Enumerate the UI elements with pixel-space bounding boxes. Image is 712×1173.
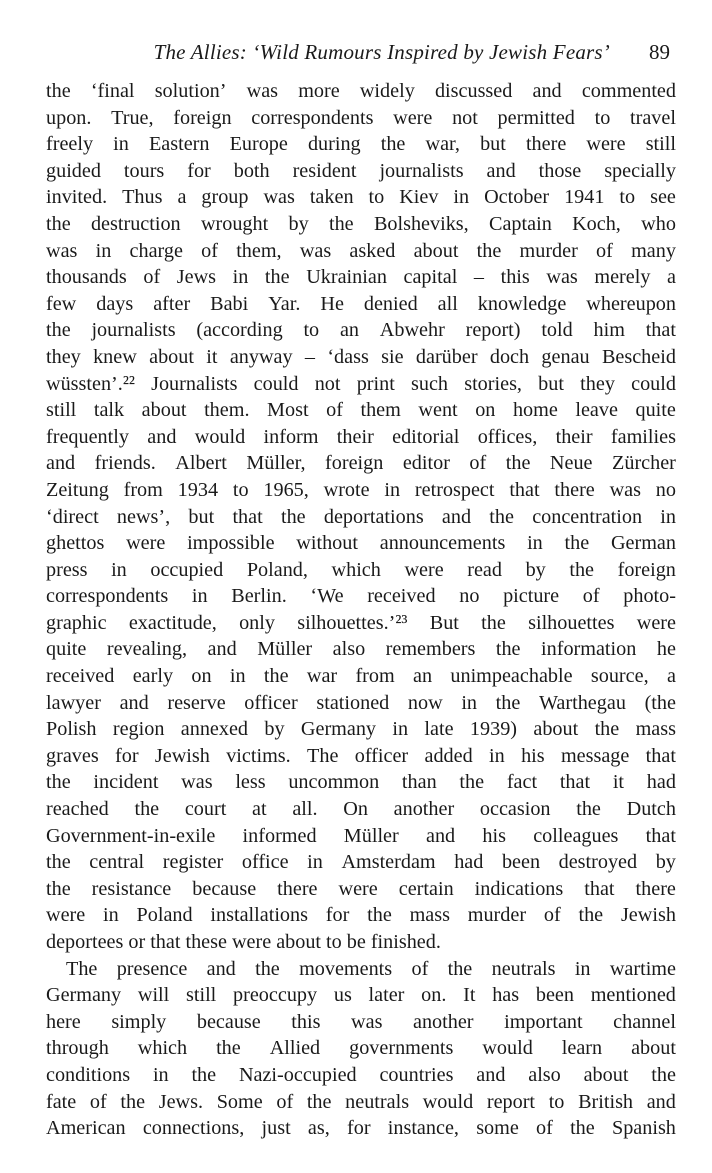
text-line: Polish region annexed by Germany in late 1939) about the mass — [46, 718, 676, 741]
text-line: the incident was less uncommon than the fact that it had — [46, 771, 676, 794]
text-line: fate of the Jews. Some of the neutrals would report to British and — [46, 1090, 676, 1113]
text-line: wüssten’.²² Journalists could not print such stories, but they could — [46, 372, 676, 395]
text-line: the ‘final solution’ was more widely discussed and commented — [46, 80, 676, 102]
text-line: press in occupied Poland, which were read by the foreign — [46, 558, 676, 581]
running-head-title: The Allies: ‘Wild Rumours Inspired by Jewish Fears’ — [153, 40, 610, 64]
text-line: freely in Eastern Europe during the war, but there were still — [46, 133, 676, 156]
text-line: here simply because this was another important channel — [46, 1010, 676, 1033]
text-line: Germany will still preoccupy us later on. It has been mentioned — [46, 984, 676, 1007]
text-line: the destruction wrought by the Bolsheviks, Captain Koch, who — [46, 212, 676, 235]
page-number: 89 — [649, 40, 670, 64]
text-line: the journalists (according to an Abwehr report) told him that — [46, 319, 676, 342]
text-line: received early on in the war from an unimpeachable source, a — [46, 665, 676, 688]
text-line: reached the court at all. On another occasion the Dutch — [46, 798, 676, 821]
text-line: the resistance because there were certain indications that there — [46, 877, 676, 900]
text-line: Zeitung from 1934 to 1965, wrote in retrospect that there was no — [46, 478, 676, 501]
text-line: deportees or that these were about to be finished. — [46, 931, 441, 953]
text-line: lawyer and reserve officer stationed now in the Warthegau (the — [46, 691, 676, 714]
text-line: upon. True, foreign correspondents were not permitted to travel — [46, 106, 676, 129]
text-line: and friends. Albert Müller, foreign editor of the Neue Zürcher — [46, 452, 676, 475]
text-line: were in Poland installations for the mass murder of the Jewish — [46, 904, 676, 927]
text-line: conditions in the Nazi-occupied countries and also about the — [46, 1063, 676, 1086]
text-line: invited. Thus a group was taken to Kiev in October 1941 to see — [46, 186, 676, 209]
text-line: graphic exactitude, only silhouettes.’²³ But the silhouettes were — [46, 611, 676, 634]
text-line: guided tours for both resident journalists and those specially — [46, 159, 676, 182]
text-line: they knew about it anyway – ‘dass sie darüber doch genau Bescheid — [46, 345, 676, 368]
text-line: the central register office in Amsterdam had been destroyed by — [46, 851, 676, 874]
text-line: few days after Babi Yar. He denied all knowledge whereupon — [46, 292, 676, 315]
text-line: ghettos were impossible without announcements in the German — [46, 532, 676, 555]
text-line: American connections, just as, for instance, some of the Spanish — [46, 1117, 676, 1140]
text-line: frequently and would inform their editorial offices, their families — [46, 425, 676, 448]
text-line: Government-in-exile informed Müller and his colleagues that — [46, 824, 676, 847]
text-line: ‘direct news’, but that the deportations and the concentration in — [46, 505, 676, 528]
text-line: thousands of Jews in the Ukrainian capital – this was merely a — [46, 266, 676, 289]
text-line: still talk about them. Most of them went on home leave quite — [46, 399, 676, 422]
running-head — [48, 40, 670, 70]
text-line: was in charge of them, was asked about the murder of many — [46, 239, 676, 262]
text-line: through which the Allied governments would learn about — [46, 1037, 676, 1060]
text-line: quite revealing, and Müller also remembers the information he — [46, 638, 676, 661]
text-line: graves for Jewish victims. The officer added in his message that — [46, 744, 676, 767]
text-line: correspondents in Berlin. ‘We received no picture of photo- — [46, 585, 676, 608]
text-line: The presence and the movements of the neutrals in wartime — [66, 957, 676, 980]
body-text — [46, 78, 676, 1142]
